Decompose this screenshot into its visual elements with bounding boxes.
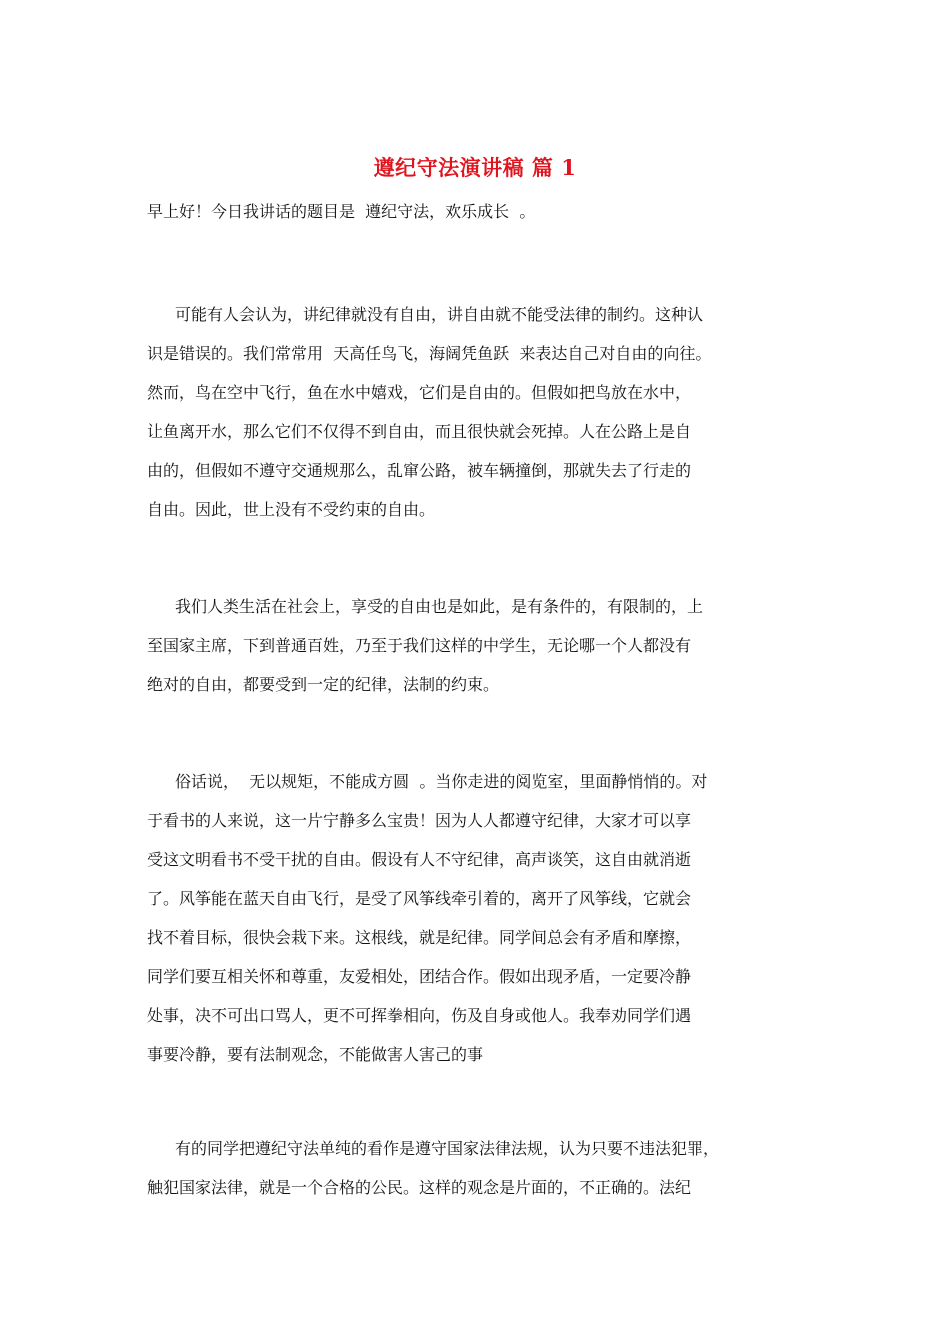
paragraph-line: 然而，鸟在空中飞行，鱼在水中嬉戏，它们是自由的。但假如把鸟放在水中， bbox=[147, 383, 692, 402]
paragraph-2 bbox=[147, 587, 827, 704]
paragraph-line: 受这文明看书不受干扰的自由。假设有人不守纪律，高声谈笑，这自由就消逝 bbox=[147, 850, 692, 869]
paragraph-line: 可能有人会认为，讲纪律就没有自由，讲自由就不能受法律的制约。这种认 bbox=[175, 305, 704, 324]
paragraph-line: 同学们要互相关怀和尊重，友爱相处，团结合作。假如出现矛盾，一定要冷静 bbox=[147, 967, 692, 986]
paragraph-line: 至国家主席，下到普通百姓，乃至于我们这样的中学生，无论哪一个人都没有 bbox=[147, 636, 692, 655]
paragraph-line: 事要冷静，要有法制观念，不能做害人害己的事 bbox=[147, 1045, 484, 1064]
paragraph-line: 处事，决不可出口骂人，更不可挥拳相向，伤及自身或他人。我奉劝同学们遇 bbox=[147, 1006, 692, 1025]
greeting-line: 早上好！今日我讲话的题目是 遵纪守法，欢乐成长 。 bbox=[147, 202, 536, 221]
paragraph-line: 让鱼离开水，那么它们不仅得不到自由，而且很快就会死掉。人在公路上是自 bbox=[147, 422, 692, 441]
paragraph-line: 触犯国家法律，就是一个合格的公民。这样的观念是片面的，不正确的。法纪 bbox=[147, 1178, 692, 1197]
paragraph-4 bbox=[147, 1129, 827, 1207]
page-title: 遵纪守法演讲稿 篇 1 bbox=[373, 155, 577, 180]
paragraph-line: 找不着目标，很快会栽下来。这根线，就是纪律。同学间总会有矛盾和摩擦， bbox=[147, 928, 692, 947]
paragraph-line: 了。风筝能在蓝天自由飞行，是受了风筝线牵引着的，离开了风筝线，它就会 bbox=[147, 889, 692, 908]
paragraph-line: 识是错误的。我们常常用 天高任鸟飞，海阔凭鱼跃 来表达自己对自由的向往。 bbox=[147, 344, 712, 363]
paragraph-line: 俗话说， 无以规矩，不能成方圆 。当你走进的阅览室，里面静悄悄的。对 bbox=[175, 772, 708, 791]
paragraph-line: 由的，但假如不遵守交通规那么，乱窜公路，被车辆撞倒，那就失去了行走的 bbox=[147, 461, 692, 480]
paragraph-line: 有的同学把遵纪守法单纯的看作是遵守国家法律法规，认为只要不违法犯罪， bbox=[175, 1139, 720, 1158]
paragraph-1 bbox=[147, 295, 827, 529]
paragraph-line: 自由。因此，世上没有不受约束的自由。 bbox=[147, 500, 436, 519]
paragraph-line: 我们人类生活在社会上，享受的自由也是如此，是有条件的，有限制的，上 bbox=[175, 597, 704, 616]
paragraph-3 bbox=[147, 762, 827, 1074]
paragraph-line: 绝对的自由，都要受到一定的纪律，法制的约束。 bbox=[147, 675, 500, 694]
paragraph-line: 于看书的人来说，这一片宁静多么宝贵！因为人人都遵守纪律，大家才可以享 bbox=[147, 811, 692, 830]
